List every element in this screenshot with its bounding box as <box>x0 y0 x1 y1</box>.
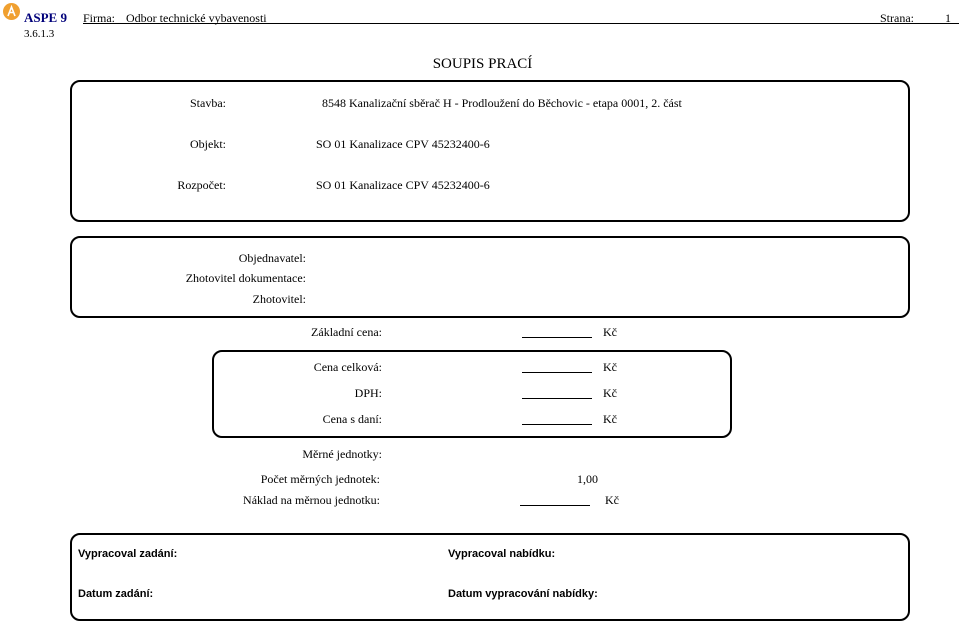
merne-jednotky-label: Měrné jednotky: <box>302 447 382 461</box>
dph-label: DPH: <box>354 386 382 400</box>
objekt-label: Objekt: <box>190 137 226 151</box>
header-rule <box>83 23 959 24</box>
cena-celkova-blank <box>522 372 592 373</box>
dph-blank <box>522 398 592 399</box>
zakladni-cena-blank <box>522 337 592 338</box>
zakladni-cena-currency: Kč <box>603 325 617 339</box>
zhotovitel-dokumentace-label: Zhotovitel dokumentace: <box>185 271 306 285</box>
stavba-label: Stavba: <box>190 96 226 110</box>
strana-label: Strana: <box>880 11 914 25</box>
aspe-logo-icon <box>3 3 20 20</box>
naklad-blank <box>520 505 590 506</box>
objekt-value: SO 01 Kanalizace CPV 45232400-6 <box>316 137 490 151</box>
pocet-mernych-jednotek-value: 1,00 <box>577 472 598 486</box>
datum-vypracovani-label: Datum vypracování nabídky: <box>448 588 598 600</box>
cena-celkova-label: Cena celková: <box>313 360 382 374</box>
rozpocet-label: Rozpočet: <box>177 178 226 192</box>
rozpocet-value: SO 01 Kanalizace CPV 45232400-6 <box>316 178 490 192</box>
dph-currency: Kč <box>603 386 617 400</box>
vypracoval-nabidku-label: Vypracoval nabídku: <box>448 548 556 560</box>
cena-s-dani-currency: Kč <box>603 412 617 426</box>
firma-value: Odbor technické vybavenosti <box>126 11 267 25</box>
objednavatel-label: Objednavatel: <box>238 251 306 265</box>
strana-value: 1 <box>945 11 951 25</box>
naklad-currency: Kč <box>605 493 619 507</box>
firma-label: Firma: <box>83 11 115 25</box>
cena-celkova-currency: Kč <box>603 360 617 374</box>
datum-zadani-label: Datum zadání: <box>78 588 154 600</box>
cena-s-dani-blank <box>522 424 592 425</box>
vypracoval-zadani-label: Vypracoval zadání: <box>78 548 178 560</box>
naklad-na-jednotku-label: Náklad na měrnou jednotku: <box>243 493 380 507</box>
zakladni-cena-label: Základní cena: <box>311 325 382 339</box>
logo-text: ASPE 9 <box>24 10 67 25</box>
page-title: SOUPIS PRACÍ <box>432 56 533 72</box>
cena-s-dani-label: Cena s daní: <box>322 412 382 426</box>
stavba-value: 8548 Kanalizační sběrač H - Prodloužení do Běchovic - etapa 0001, 2. část <box>322 96 682 110</box>
zhotovitel-label: Zhotovitel: <box>252 292 306 306</box>
version-label: 3.6.1.3 <box>24 28 55 40</box>
pocet-mernych-jednotek-label: Počet měrných jednotek: <box>260 472 380 486</box>
